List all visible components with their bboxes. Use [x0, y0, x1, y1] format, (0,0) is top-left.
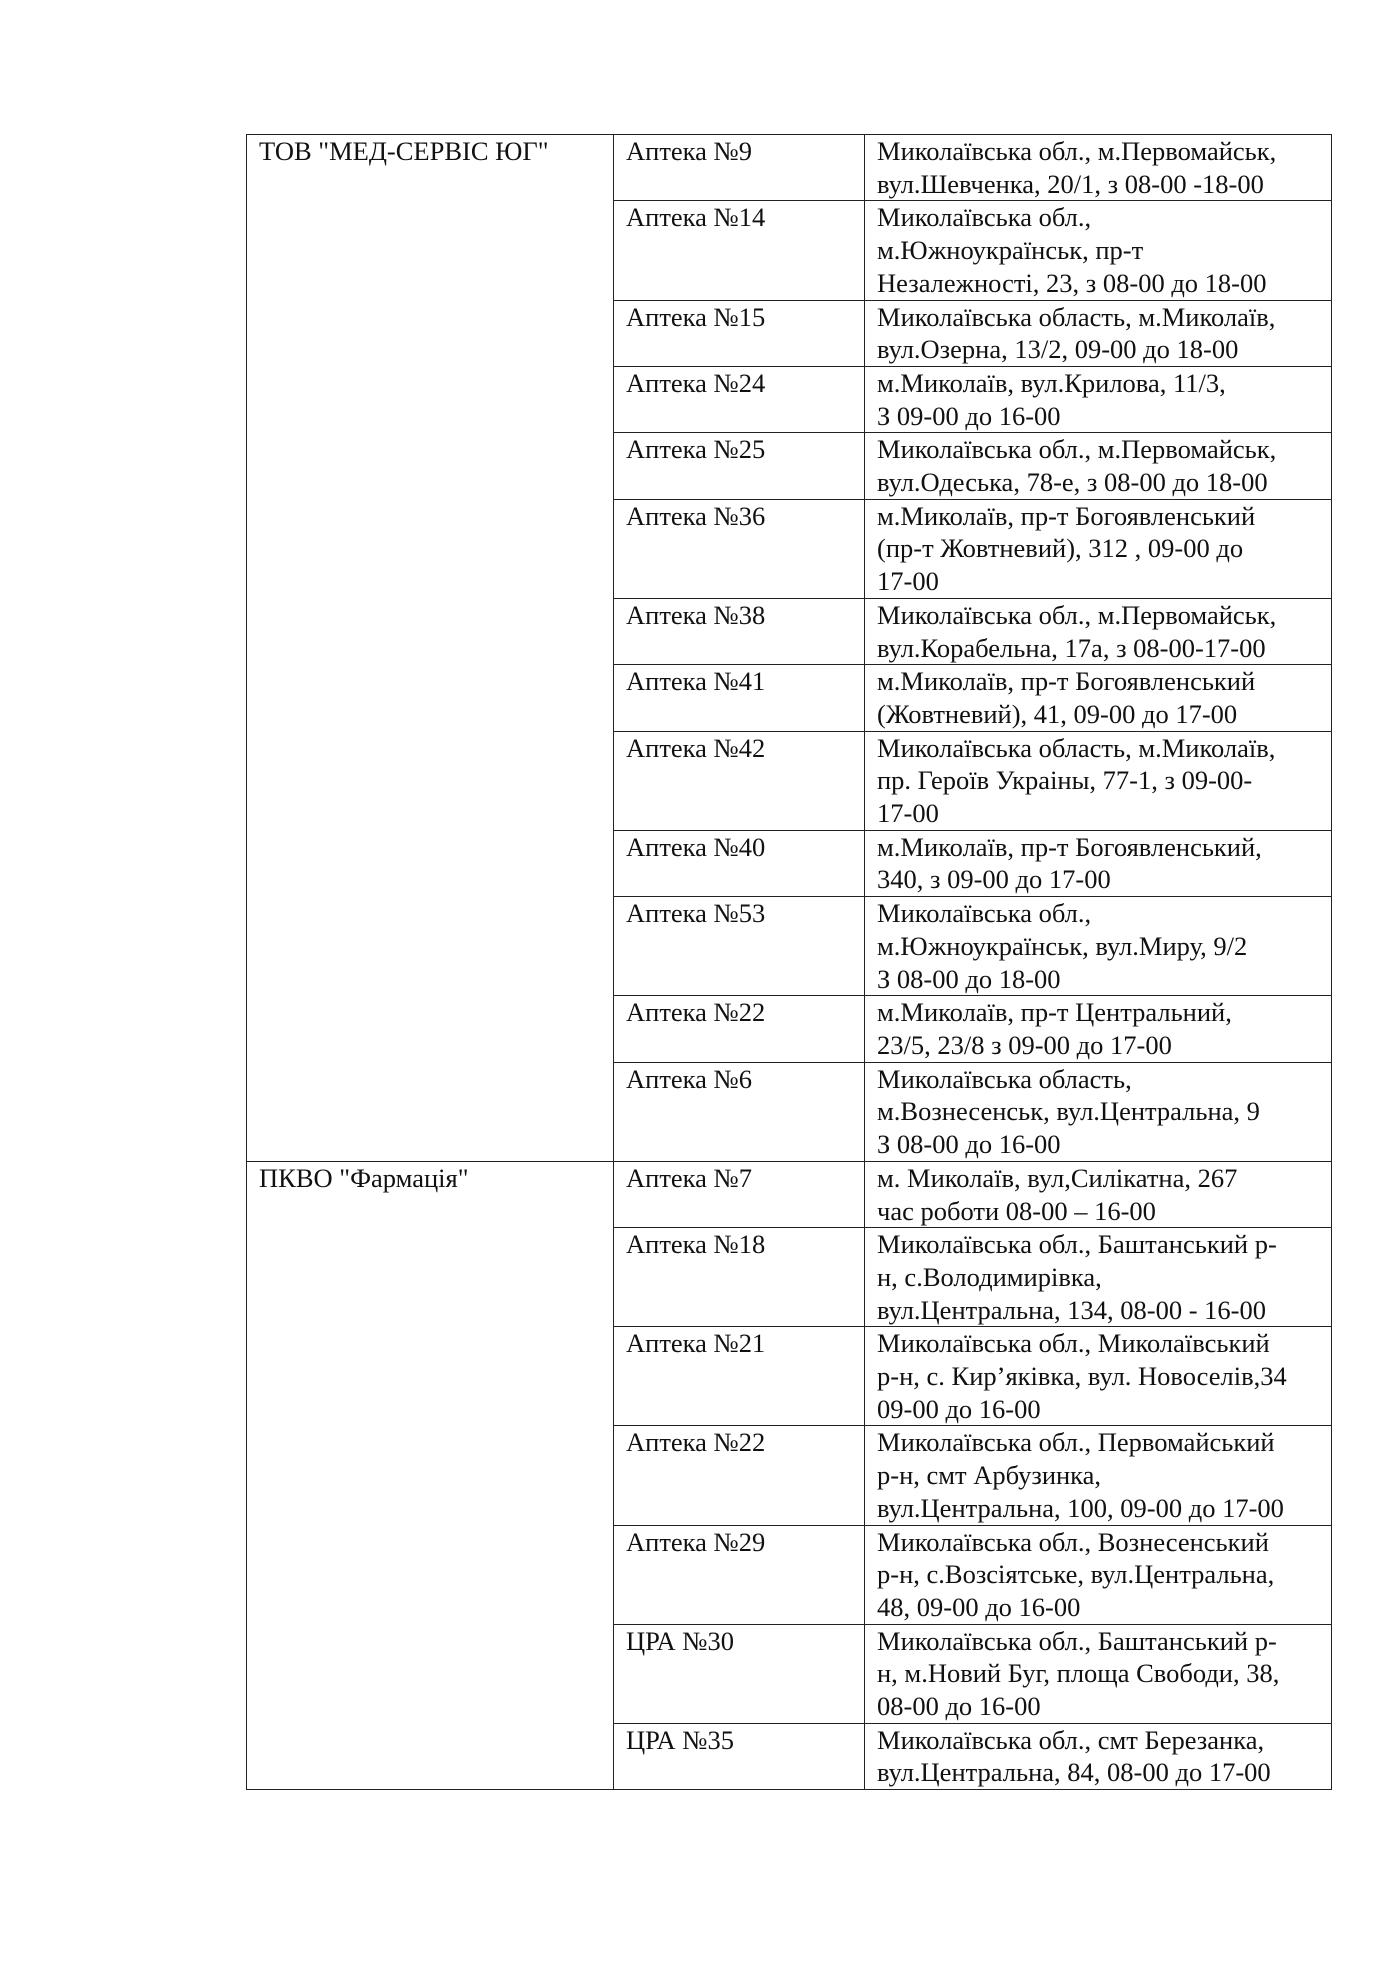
- pharmacy-name: Аптека №21: [614, 1327, 865, 1426]
- table-row: [247, 1624, 1332, 1723]
- pharmacy-table-body: [247, 135, 1332, 1790]
- pharmacy-name: Аптека №41: [614, 665, 865, 731]
- pharmacy-address: Миколаївська область, м.Миколаїв, пр. Героїв Украіны, 77-1, з 09-00- 17-00: [865, 731, 1332, 830]
- pharmacy-address: Миколаївська область, м.Миколаїв, вул.Озерна, 13/2, 09-00 до 18-00: [865, 300, 1332, 366]
- pharmacy-address: Миколаївська обл., Баштанський р- н, м.Новий Буг, площа Свободи, 38, 08-00 до 16-00: [865, 1624, 1332, 1723]
- organization-cell-empty: [247, 201, 614, 300]
- pharmacy-address: Миколаївська обл., Вознесенський р-н, с.Возсіятське, вул.Центральна, 48, 09-00 до 16-00: [865, 1525, 1332, 1624]
- pharmacy-address: Миколаївська обл., м.Первомайськ, вул.Корабельна, 17а, з 08-00-17-00: [865, 598, 1332, 664]
- pharmacy-address: м.Миколаїв, вул.Крилова, 11/3, З 09-00 до 16-00: [865, 366, 1332, 432]
- organization-cell-empty: [247, 1062, 614, 1161]
- pharmacy-table: [246, 134, 1332, 1790]
- pharmacy-name: Аптека №29: [614, 1525, 865, 1624]
- pharmacy-name: Аптека №53: [614, 897, 865, 996]
- organization-cell-empty: [247, 1426, 614, 1525]
- organization-cell-empty: [247, 598, 614, 664]
- pharmacy-address: м.Миколаїв, пр-т Богоявленський (пр-т Жовтневий), 312 , 09-00 до 17-00: [865, 499, 1332, 598]
- organization-cell-empty: [247, 366, 614, 432]
- pharmacy-name: Аптека №14: [614, 201, 865, 300]
- pharmacy-name: Аптека №40: [614, 830, 865, 896]
- table-row: [247, 598, 1332, 664]
- pharmacy-address: м.Миколаїв, пр-т Богоявленський (Жовтневий), 41, 09-00 до 17-00: [865, 665, 1332, 731]
- pharmacy-address: Миколаївська обл., Миколаївський р-н, с. Кир’яківка, вул. Новоселів,34 09-00 до 16-00: [865, 1327, 1332, 1426]
- pharmacy-address: м.Миколаїв, пр-т Богоявленський, 340, з 09-00 до 17-00: [865, 830, 1332, 896]
- organization-cell-empty: [247, 1327, 614, 1426]
- table-row: [247, 830, 1332, 896]
- organization-cell-empty: [247, 499, 614, 598]
- pharmacy-address: Миколаївська обл., м.Южноукраїнськ, вул.Миру, 9/2 З 08-00 до 18-00: [865, 897, 1332, 996]
- table-row: [247, 1327, 1332, 1426]
- table-row: [247, 1723, 1332, 1789]
- pharmacy-address: Миколаївська обл., м.Южноукраїнськ, пр-т Незалежності, 23, з 08-00 до 18-00: [865, 201, 1332, 300]
- pharmacy-address: Миколаївська область, м.Вознесенськ, вул.Центральна, 9 З 08-00 до 16-00: [865, 1062, 1332, 1161]
- table-row: [247, 300, 1332, 366]
- pharmacy-name: ЦРА №35: [614, 1723, 865, 1789]
- table-row: [247, 1161, 1332, 1227]
- table-row: [247, 1426, 1332, 1525]
- pharmacy-name: Аптека №22: [614, 996, 865, 1062]
- organization-cell-empty: [247, 1525, 614, 1624]
- table-row: [247, 135, 1332, 201]
- pharmacy-name: Аптека №6: [614, 1062, 865, 1161]
- pharmacy-name: Аптека №7: [614, 1161, 865, 1227]
- pharmacy-address: Миколаївська обл., Первомайський р-н, смт Арбузинка, вул.Центральна, 100, 09-00 до 17-00: [865, 1426, 1332, 1525]
- pharmacy-name: Аптека №15: [614, 300, 865, 366]
- pharmacy-name: Аптека №36: [614, 499, 865, 598]
- organization-name: ТОВ "МЕД-СЕРВІС ЮГ": [247, 135, 614, 201]
- pharmacy-name: Аптека №22: [614, 1426, 865, 1525]
- organization-cell-empty: [247, 1723, 614, 1789]
- table-row: [247, 1062, 1332, 1161]
- pharmacy-name: Аптека №18: [614, 1228, 865, 1327]
- organization-cell-empty: [247, 1228, 614, 1327]
- organization-cell-empty: [247, 897, 614, 996]
- table-row: [247, 366, 1332, 432]
- table-row: [247, 201, 1332, 300]
- pharmacy-name: Аптека №38: [614, 598, 865, 664]
- pharmacy-address: Миколаївська обл., смт Березанка, вул.Центральна, 84, 08-00 до 17-00: [865, 1723, 1332, 1789]
- table-row: [247, 665, 1332, 731]
- pharmacy-name: Аптека №25: [614, 433, 865, 499]
- organization-cell-empty: [247, 731, 614, 830]
- table-row: [247, 897, 1332, 996]
- organization-cell-empty: [247, 433, 614, 499]
- pharmacy-name: Аптека №24: [614, 366, 865, 432]
- pharmacy-name: Аптека №9: [614, 135, 865, 201]
- organization-cell-empty: [247, 830, 614, 896]
- organization-cell-empty: [247, 996, 614, 1062]
- pharmacy-address: Миколаївська обл., Баштанський р- н, с.Володимирівка, вул.Центральна, 134, 08-00 - 16-00: [865, 1228, 1332, 1327]
- pharmacy-name: Аптека №42: [614, 731, 865, 830]
- pharmacy-address: м.Миколаїв, пр-т Центральний, 23/5, 23/8 з 09-00 до 17-00: [865, 996, 1332, 1062]
- table-row: [247, 731, 1332, 830]
- table-row: [247, 996, 1332, 1062]
- pharmacy-address: м. Миколаїв, вул,Силікатна, 267 час роботи 08-00 – 16-00: [865, 1161, 1332, 1227]
- table-row: [247, 433, 1332, 499]
- organization-cell-empty: [247, 1624, 614, 1723]
- table-row: [247, 499, 1332, 598]
- table-row: [247, 1228, 1332, 1327]
- table-row: [247, 1525, 1332, 1624]
- organization-name: ПКВО "Фармація": [247, 1161, 614, 1227]
- pharmacy-address: Миколаївська обл., м.Первомайськ, вул.Одеська, 78-е, з 08-00 до 18-00: [865, 433, 1332, 499]
- organization-cell-empty: [247, 300, 614, 366]
- pharmacy-name: ЦРА №30: [614, 1624, 865, 1723]
- organization-cell-empty: [247, 665, 614, 731]
- pharmacy-address: Миколаївська обл., м.Первомайськ, вул.Шевченка, 20/1, з 08-00 -18-00: [865, 135, 1332, 201]
